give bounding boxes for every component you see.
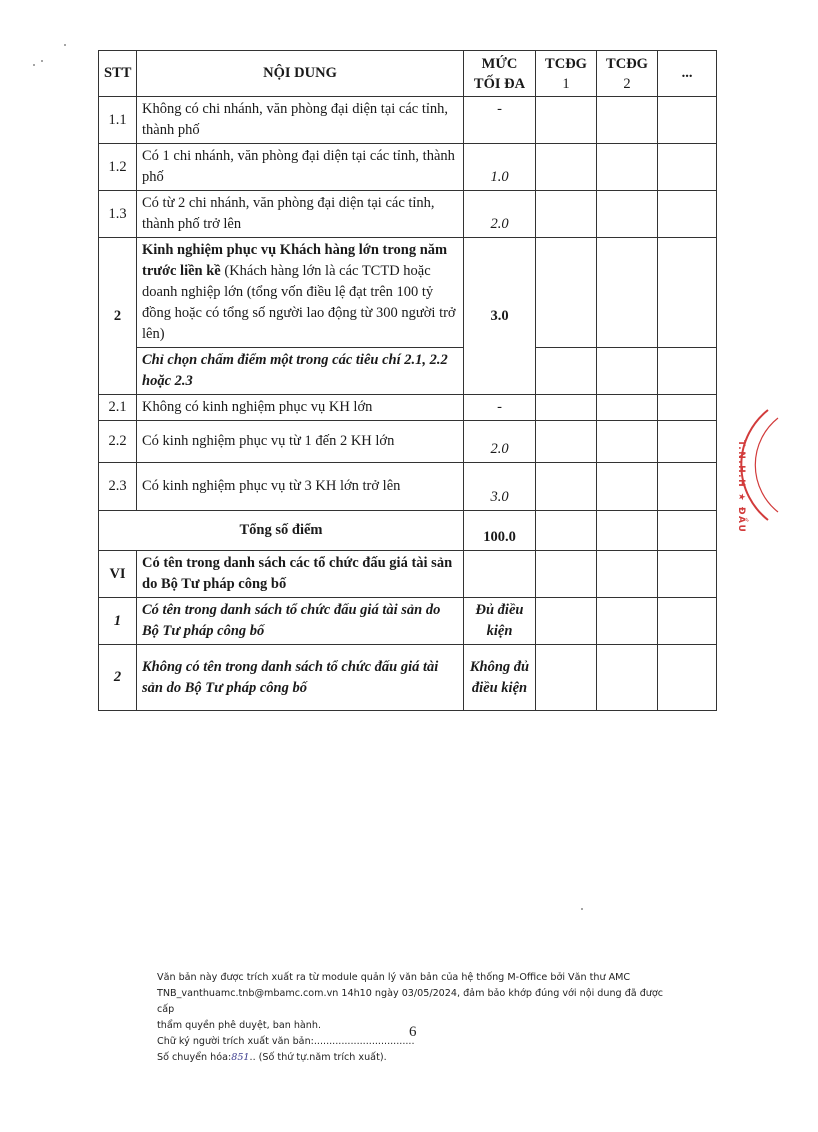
table-header-row <box>99 51 717 97</box>
score-cell <box>536 238 597 348</box>
header-stt: STT <box>99 51 137 97</box>
row-content: Kinh nghiệm phục vụ Khách hàng lớn trong năm trước liền kề (Khách hàng lớn là các TCTD hoặc doanh nghiệp lớn (tổng vốn điều lệ đạt trên 100 tỷ đồng hoặc có tổng số người lao động từ 300 người trở lên) <box>137 238 464 348</box>
score-cell <box>658 144 717 191</box>
row-stt: 1 <box>99 598 137 645</box>
score-cell <box>658 191 717 238</box>
row-stt: 1.1 <box>99 97 137 144</box>
row-content: Không có chi nhánh, văn phòng đại diện tại các tỉnh, thành phố <box>137 97 464 144</box>
score-cell <box>536 144 597 191</box>
header-tcdg2: TCĐG 2 <box>597 51 658 97</box>
total-max: 100.0 <box>464 511 536 551</box>
row-stt: 2.1 <box>99 395 137 421</box>
score-cell <box>658 421 717 463</box>
header-tcdg1: TCĐG 1 <box>536 51 597 97</box>
table-row <box>99 191 717 238</box>
table-row <box>99 551 717 598</box>
row-max <box>464 551 536 598</box>
table-total-row <box>99 511 717 551</box>
table-row <box>99 144 717 191</box>
score-cell <box>597 97 658 144</box>
score-cell <box>597 191 658 238</box>
score-cell <box>658 395 717 421</box>
row-content: Có tên trong danh sách các tổ chức đấu giá tài sản do Bộ Tư pháp công bố <box>137 551 464 598</box>
header-more: ... <box>658 51 717 97</box>
footer-line: Văn bản này được trích xuất ra từ module quản lý văn bản của hệ thống M-Office bởi Văn thư AMC <box>157 972 631 983</box>
criteria-table <box>98 50 717 711</box>
row-content: Có 1 chi nhánh, văn phòng đại diện tại các tỉnh, thành phố <box>137 144 464 191</box>
company-seal <box>738 390 818 540</box>
score-cell <box>597 238 658 348</box>
score-cell <box>597 645 658 711</box>
seal-text: T.N.H.H ★ ĐẦU <box>736 440 746 534</box>
score-cell <box>658 511 717 551</box>
score-cell <box>536 348 597 395</box>
row-max: 2.0 <box>464 421 536 463</box>
row-content: Có từ 2 chi nhánh, văn phòng đại diện tại các tỉnh, thành phố trở lên <box>137 191 464 238</box>
row-stt: 2.3 <box>99 463 137 511</box>
score-cell <box>658 645 717 711</box>
footer-line: Chữ ký người trích xuất văn bản:................................. <box>157 1036 415 1047</box>
table-row <box>99 395 717 421</box>
row-max: - <box>464 97 536 144</box>
row-content: Không có tên trong danh sách tổ chức đấu giá tài sản do Bộ Tư pháp công bố <box>137 645 464 711</box>
footer-line: thẩm quyền phê duyệt, ban hành. <box>157 1020 321 1031</box>
row-max: Không đủ điều kiện <box>464 645 536 711</box>
row-stt: 1.3 <box>99 191 137 238</box>
row-max: 1.0 <box>464 144 536 191</box>
table-row <box>99 348 717 395</box>
table-row <box>99 97 717 144</box>
row-stt: 1.2 <box>99 144 137 191</box>
score-cell <box>658 598 717 645</box>
row-max: 3.0 <box>464 238 536 395</box>
row-content: Có kinh nghiệm phục vụ từ 1 đến 2 KH lớn <box>137 421 464 463</box>
score-cell <box>658 238 717 348</box>
row-stt: 2 <box>99 238 137 395</box>
row-max: Đủ điều kiện <box>464 598 536 645</box>
header-content: NỘI DUNG <box>137 51 464 97</box>
score-cell <box>536 421 597 463</box>
score-cell <box>658 97 717 144</box>
score-cell <box>597 395 658 421</box>
score-cell <box>597 348 658 395</box>
header-max: MỨC TỐI ĐA <box>464 51 536 97</box>
score-cell <box>536 598 597 645</box>
score-cell <box>536 191 597 238</box>
footer-line: TNB_vanthuamc.tnb@mbamc.com.vn 14h10 ngày 03/05/2024, đảm bảo khớp đúng với nội dung đã được cấp <box>157 988 664 1015</box>
extract-notice <box>157 970 677 1066</box>
score-cell <box>536 463 597 511</box>
row-stt: 2.2 <box>99 421 137 463</box>
scan-speck <box>33 64 35 66</box>
row-stt: 2 <box>99 645 137 711</box>
score-cell <box>658 348 717 395</box>
score-cell <box>597 144 658 191</box>
score-cell <box>597 598 658 645</box>
table-row <box>99 238 717 348</box>
row-content: Không có kinh nghiệm phục vụ KH lớn <box>137 395 464 421</box>
score-cell <box>536 551 597 598</box>
table-row <box>99 421 717 463</box>
scan-speck <box>64 44 66 46</box>
row-max: 3.0 <box>464 463 536 511</box>
table-row <box>99 598 717 645</box>
score-cell <box>536 97 597 144</box>
row-stt: VI <box>99 551 137 598</box>
row-content: Có kinh nghiệm phục vụ từ 3 KH lớn trở lên <box>137 463 464 511</box>
row-max: 2.0 <box>464 191 536 238</box>
page-number: 6 <box>409 1024 417 1040</box>
scan-speck <box>41 60 43 62</box>
row-note: Chỉ chọn chấm điểm một trong các tiêu chí 2.1, 2.2 hoặc 2.3 <box>137 348 464 395</box>
total-label: Tổng số điểm <box>99 511 464 551</box>
handwritten-number: 851 <box>231 1052 250 1063</box>
score-cell <box>536 645 597 711</box>
score-cell <box>658 551 717 598</box>
score-cell <box>536 395 597 421</box>
score-cell <box>597 551 658 598</box>
table-row <box>99 463 717 511</box>
row-content: Có tên trong danh sách tổ chức đấu giá tài sản do Bộ Tư pháp công bố <box>137 598 464 645</box>
seal-ring-icon <box>738 390 818 540</box>
score-cell <box>597 511 658 551</box>
scan-speck <box>581 908 583 910</box>
footer-line: Số chuyển hóa:851.. (Số thứ tự.năm trích xuất). <box>157 1052 387 1063</box>
score-cell <box>536 511 597 551</box>
row-max: - <box>464 395 536 421</box>
score-cell <box>597 421 658 463</box>
table-row <box>99 645 717 711</box>
score-cell <box>597 463 658 511</box>
score-cell <box>658 463 717 511</box>
